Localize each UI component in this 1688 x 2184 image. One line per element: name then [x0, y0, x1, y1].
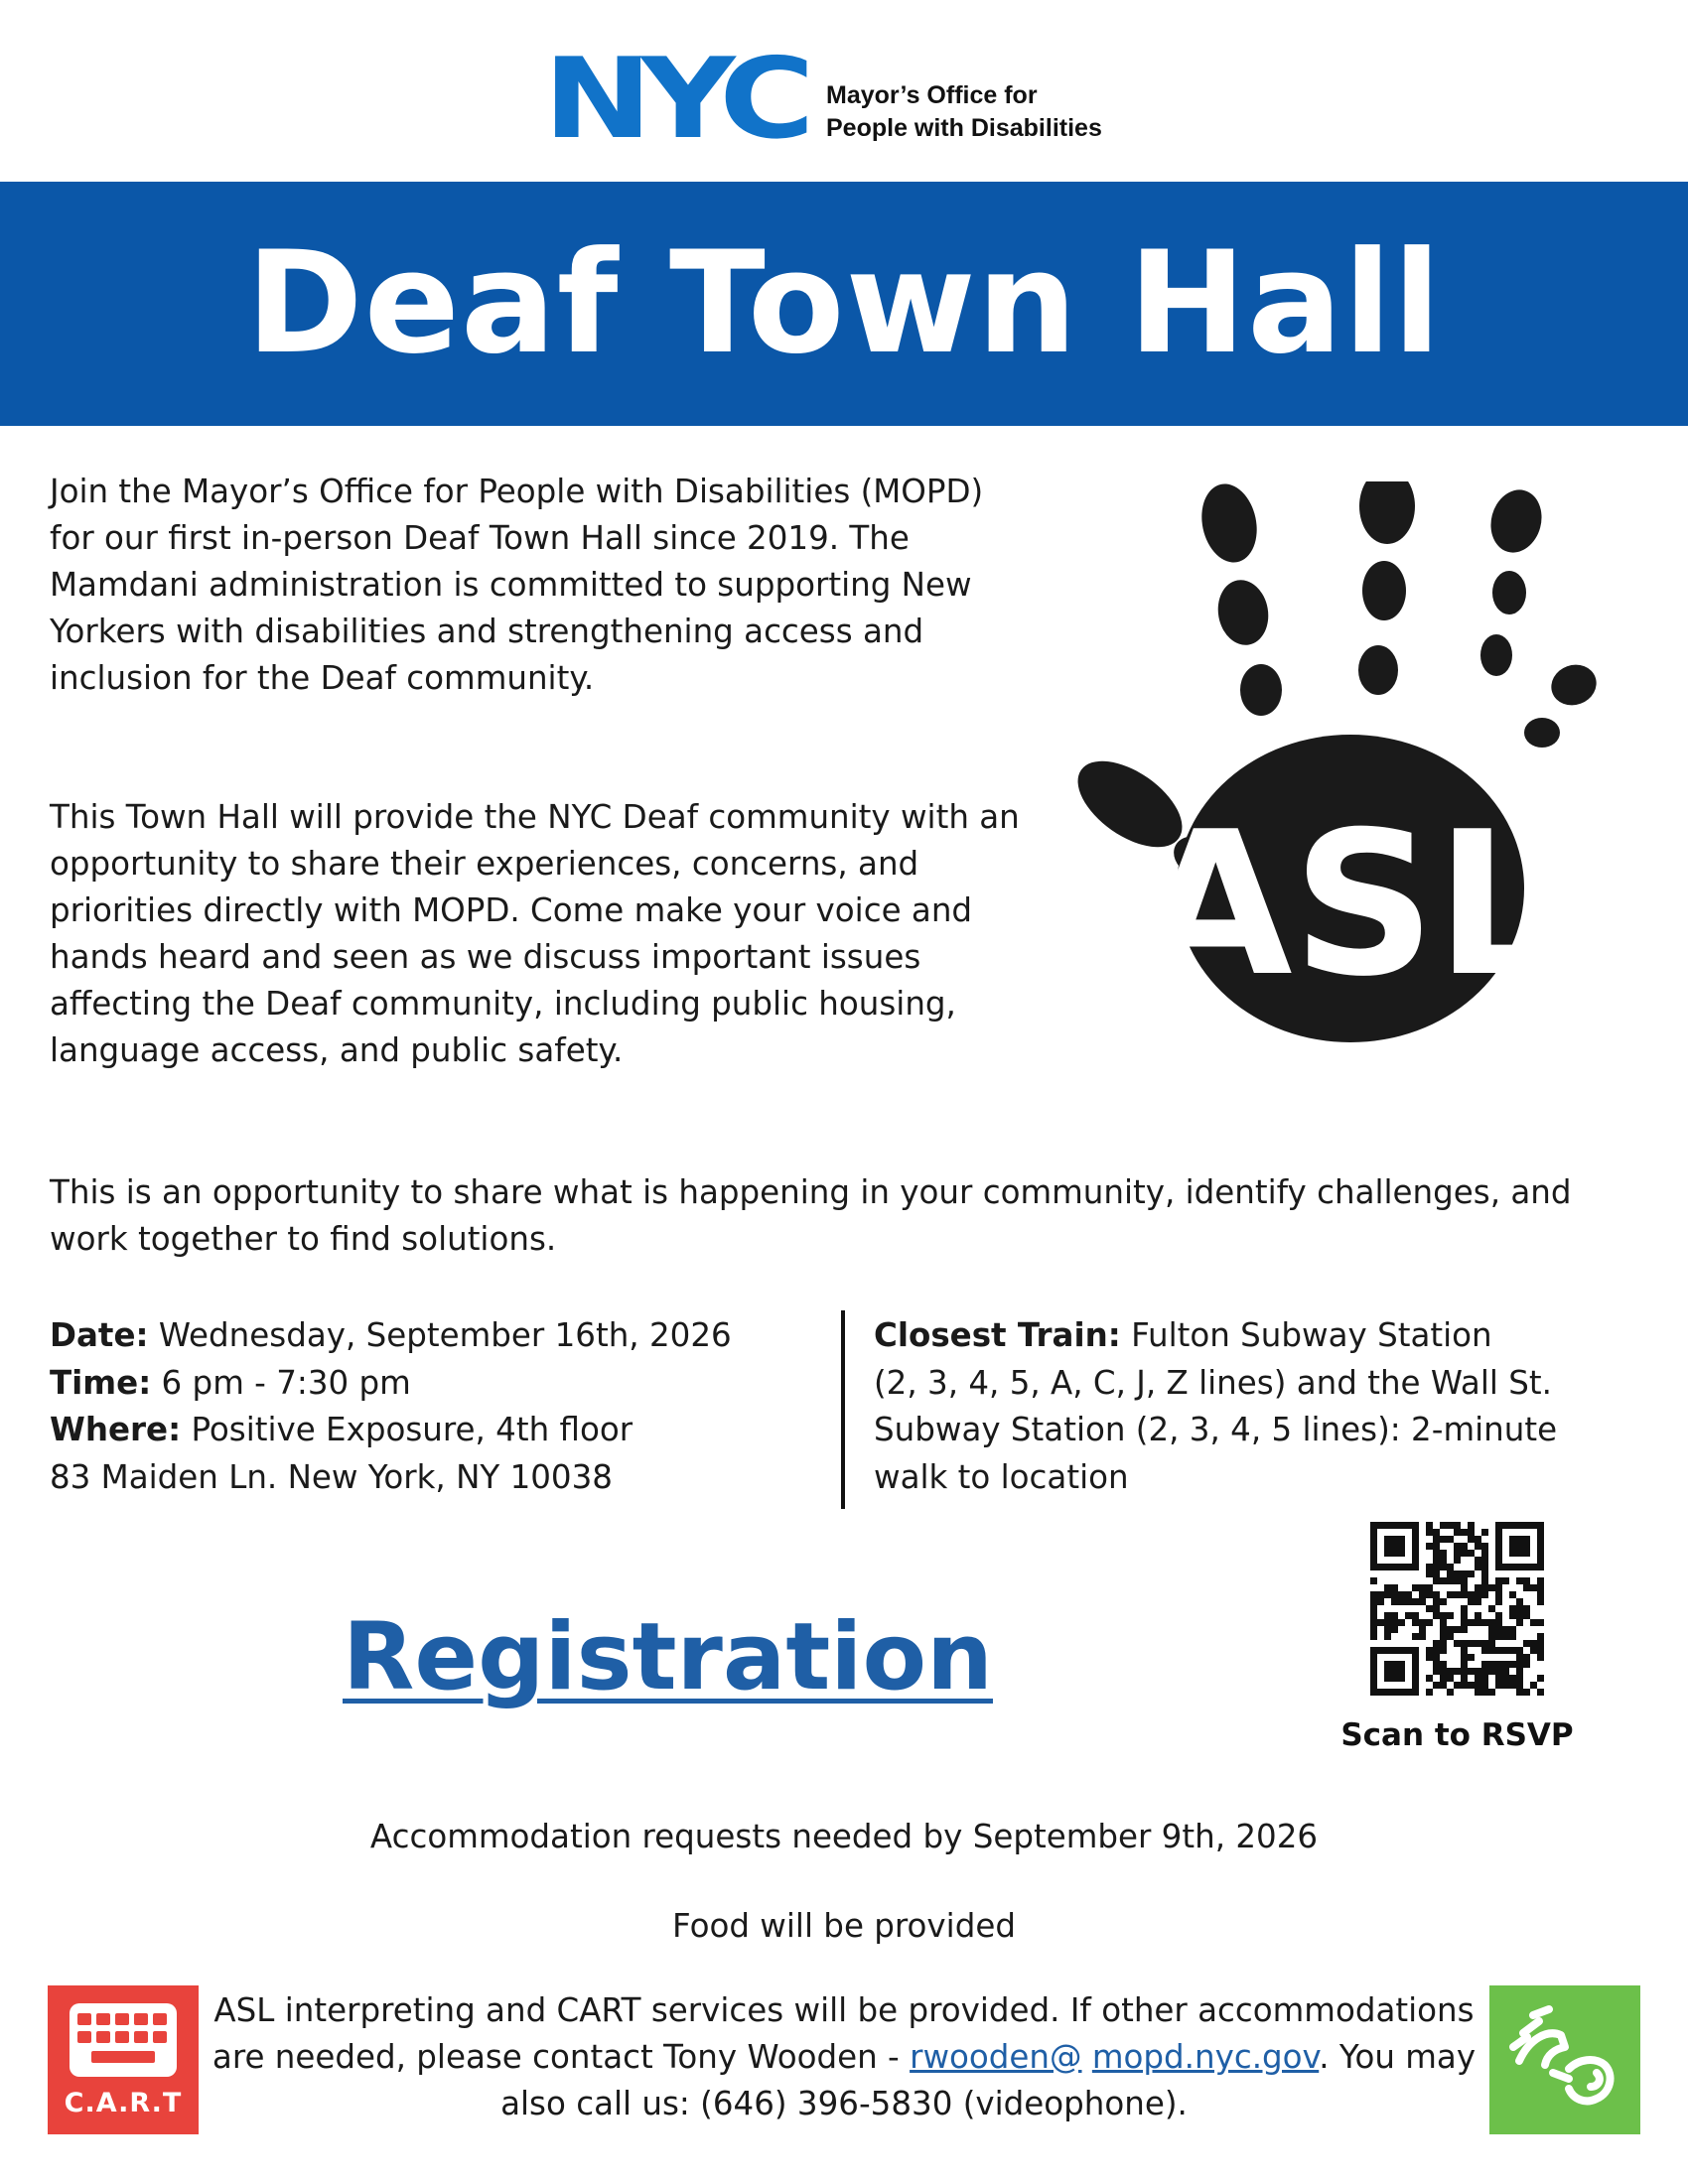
contact-text-1: ASL interpreting and CART services will be provided. If other accommodations are needed, please contact Tony Wooden - [211, 1991, 1475, 2076]
where-line [50, 1407, 844, 1454]
title-banner [0, 182, 1688, 426]
intro-paragraph-2: This Town Hall will provide the NYC Deaf community with an opportunity to share their experiences, concerns, and priorities directly with MOPD. Come make your voice and hands heard and seen as we discuss important issues affecting the Deaf community, including public housing, language access, and public safety. [50, 798, 1020, 1069]
keyboard-icon [70, 2003, 177, 2077]
email-link-part2[interactable]: mopd.nyc.gov [1091, 2038, 1320, 2076]
train-line-2: (2, 3, 4, 5, A, C, J, Z lines) and the Wall St. [874, 1363, 1552, 1402]
intro-paragraph-3: This is an opportunity to share what is happening in your community, identify challenges, and work together to find solutions. [50, 1173, 1572, 1258]
address-line: 83 Maiden Ln. New York, NY 10038 [50, 1457, 613, 1496]
page-title: Deaf Town Hall [245, 221, 1443, 385]
qr-code-icon[interactable] [1370, 1522, 1544, 1696]
train-label: Closest Train: [874, 1316, 1121, 1354]
sign-language-hands-icon [1499, 1999, 1630, 2118]
date-label: Date: [50, 1316, 149, 1354]
train-line-1 [874, 1312, 1668, 1360]
train-line-3: Subway Station (2, 3, 4, 5 lines): 2-minute [874, 1411, 1558, 1448]
office-name-line2: People with Disabilities [826, 114, 1102, 142]
email-link-part1[interactable]: rwooden@ [910, 2038, 1082, 2076]
cart-badge [48, 1985, 199, 2134]
time-line [50, 1360, 844, 1408]
nyc-logo-text: NYC [543, 50, 807, 145]
cart-label: C.A.R.T [64, 2088, 183, 2118]
nyc-mopd-logo [543, 50, 1139, 149]
transit-details [874, 1312, 1668, 1501]
event-details [50, 1312, 844, 1501]
date-line [50, 1312, 844, 1360]
train-line-4: walk to location [874, 1457, 1129, 1496]
office-name-line1: Mayor’s Office for [826, 81, 1038, 109]
food-note: Food will be provided [672, 1907, 1016, 1945]
qr-caption: Scan to RSVP [1340, 1717, 1574, 1753]
where-value: Positive Exposure, 4th floor [181, 1411, 633, 1448]
details-divider [841, 1310, 845, 1509]
contact-text-2: . You may also call us: (646) 396-5830 (videophone). [500, 2038, 1477, 2122]
time-value: 6 pm - 7:30 pm [151, 1363, 411, 1402]
nyc-logo-icon [543, 50, 807, 145]
date-value: Wednesday, September 16th, 2026 [148, 1316, 732, 1354]
office-name [826, 79, 1144, 145]
where-label: Where: [50, 1411, 182, 1448]
time-label: Time: [50, 1363, 152, 1402]
intro-paragraph-1: Join the Mayor’s Office for People with Disabilities (MOPD) for our first in-person Deaf Town Hall since 2019. The Mamdani administration is committed to supporting New Yorkers with disabilities and strengthening access and inclusion for the Deaf community. [50, 473, 984, 697]
registration-link[interactable]: Registration [343, 1603, 993, 1711]
accommodation-deadline: Accommodation requests needed by September 9th, 2026 [369, 1818, 1319, 1855]
asl-interpreting-badge [1489, 1985, 1640, 2134]
handprint-asl-icon [1053, 481, 1648, 1047]
contact-info [209, 1987, 1479, 2127]
handprint-asl-text: ASL [1138, 789, 1563, 1021]
train-value: Fulton Subway Station [1120, 1316, 1492, 1354]
